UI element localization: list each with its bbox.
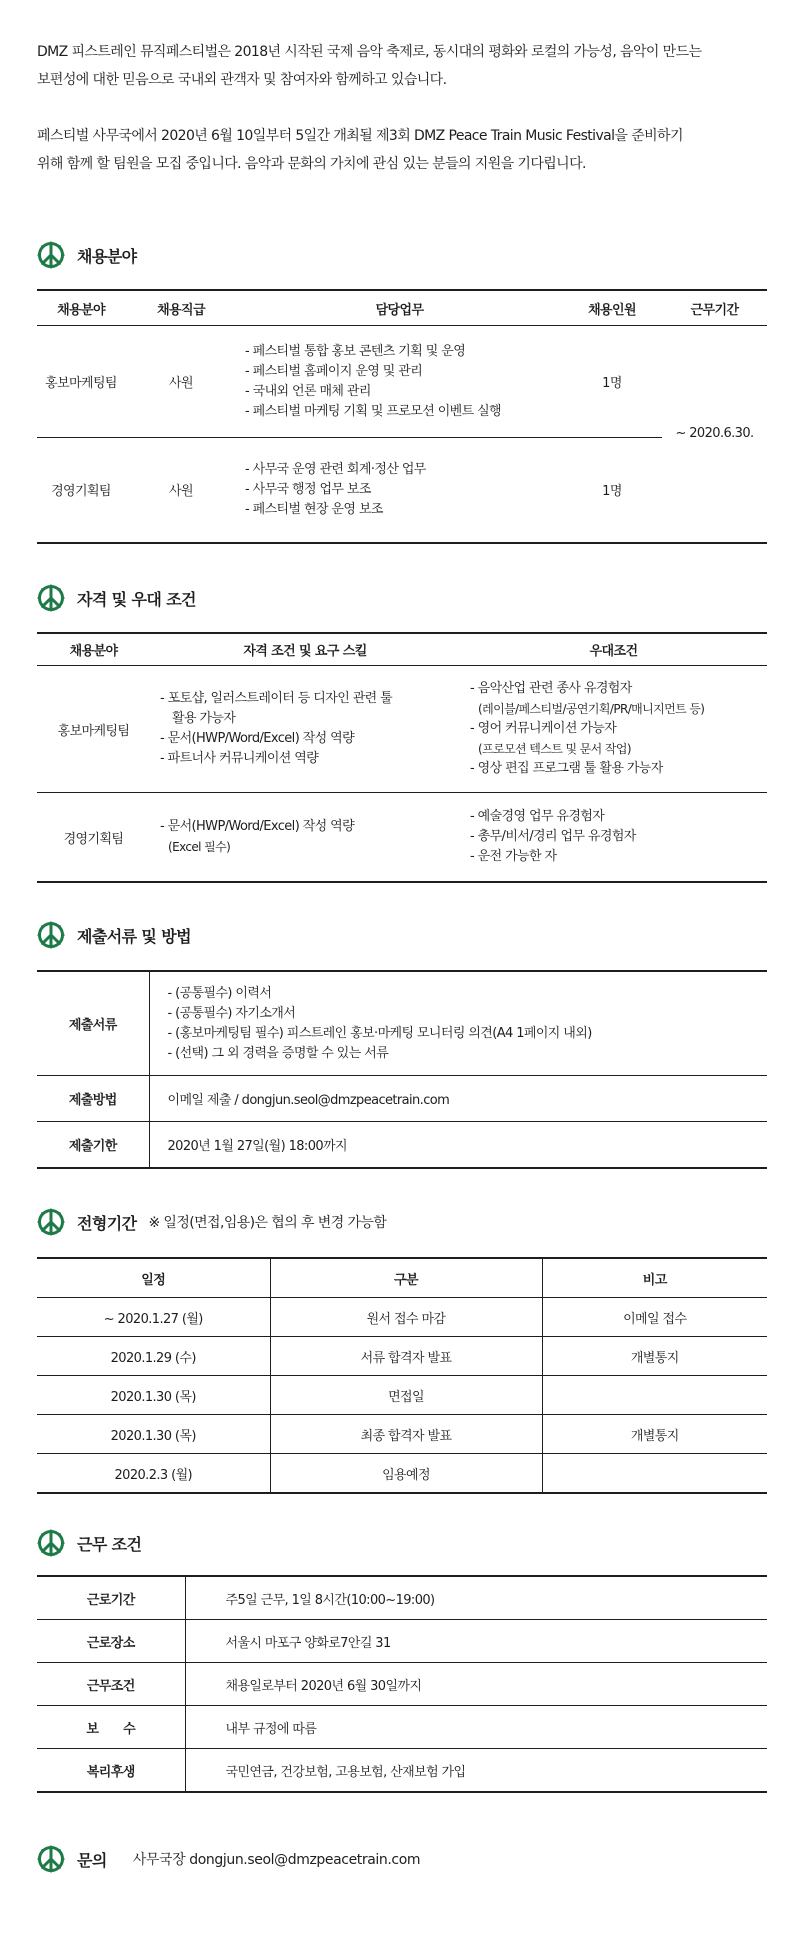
schedule-note-cell: 개별통지 — [542, 1415, 767, 1454]
qual-header-field: 채용분야 — [37, 633, 150, 666]
schedule-note: ※ 일정(면접,임용)은 협의 후 변경 가능함 — [148, 1215, 387, 1231]
work-value: 주5일 근무, 1일 8시간(10:00~19:00) — [185, 1576, 767, 1620]
table-row — [37, 1620, 767, 1663]
contact-section — [37, 1844, 420, 1874]
schedule-date: 2020.1.30 (목) — [37, 1415, 270, 1454]
table-row — [37, 1706, 767, 1749]
list-item: - 음악산업 관련 종사 유경험자 (레이블/페스티벌/공연기획/PR/매니지먼트 등) — [470, 681, 705, 716]
intro-p2-line1: 페스티벌 사무국에서 2020년 6월 10일부터 5일간 개최될 제3회 DMZ Peace Train Music Festival을 준비하기 — [37, 128, 683, 144]
qual-req — [150, 793, 460, 883]
schedule-header-date: 일정 — [37, 1258, 270, 1298]
schedule-table — [37, 1257, 767, 1494]
schedule-note-cell — [542, 1454, 767, 1494]
qual-field: 홍보마케팅팀 — [37, 666, 150, 793]
recruit-header-rank: 채용직급 — [125, 290, 237, 326]
schedule-date: 2020.1.30 (목) — [37, 1376, 270, 1415]
list-item: 활용 가능자 — [172, 711, 236, 726]
table-row — [37, 1576, 767, 1620]
schedule-date: ~ 2020.1.27 (월) — [37, 1298, 270, 1337]
intro-p2-line2: 위해 함께 할 팀원을 모집 중입니다. 음악과 문화의 가치에 관심 있는 분들의 지원을 기다립니다. — [37, 156, 586, 172]
work-value: 내부 규정에 따름 — [185, 1706, 767, 1749]
list-item: - 파트너사 커뮤니케이션 역량 — [160, 751, 319, 766]
schedule-type: 임용예정 — [270, 1454, 542, 1494]
table-row — [37, 1415, 767, 1454]
contact-email[interactable]: 사무국장 dongjun.seol@dmzpeacetrain.com — [132, 1852, 421, 1868]
recruit-period: ~ 2020.6.30. — [675, 426, 754, 442]
recruit-rank: 사원 — [169, 484, 193, 500]
docs-table — [37, 970, 767, 1169]
contact-title: 문의 — [77, 1850, 107, 1870]
work-table — [37, 1575, 767, 1793]
schedule-note-cell — [542, 1376, 767, 1415]
section-work-title: 근무 조건 — [77, 1534, 142, 1554]
work-label: 근로기간 — [37, 1576, 185, 1620]
section-qual-title: 자격 및 우대 조건 — [77, 589, 196, 609]
list-item: - 페스티벌 현장 운영 보조 — [245, 501, 383, 517]
peace-symbol-icon — [37, 584, 65, 612]
list-item: - 영어 커뮤니케이션 가능자 (프로모션 텍스트 및 문서 작업) — [470, 721, 631, 756]
work-value: 국민연금, 건강보험, 고용보험, 산재보험 가입 — [225, 1764, 466, 1780]
table-row — [37, 1663, 767, 1706]
work-label: 근무조건 — [37, 1663, 185, 1706]
list-item: - (공통필수) 자기소개서 — [167, 1005, 296, 1021]
list-item: - 문서(HWP/Word/Excel) 작성 역량 — [160, 731, 355, 746]
schedule-type: 원서 접수 마감 — [270, 1298, 542, 1337]
list-item: - 국내외 언론 매체 관리 — [245, 383, 371, 399]
schedule-type: 서류 합격자 발표 — [270, 1337, 542, 1376]
recruit-field: 경영기획팀 — [51, 484, 111, 500]
section-docs-header — [37, 920, 191, 950]
section-docs-title: 제출서류 및 방법 — [77, 926, 191, 946]
qual-table — [37, 632, 767, 883]
schedule-note-cell: 이메일 접수 — [542, 1298, 767, 1337]
qual-pref — [460, 793, 767, 883]
recruit-table — [37, 289, 767, 544]
list-item: - 운전 가능한 자 — [470, 849, 557, 864]
table-row — [37, 1749, 767, 1793]
section-recruit-title: 채용분야 — [77, 246, 137, 266]
list-item: - 예술경영 업무 유경험자 — [470, 809, 605, 824]
list-item: - 페스티벌 마케팅 기획 및 프로모션 이벤트 실행 — [245, 403, 502, 419]
intro-text — [37, 38, 767, 178]
list-item: - (홍보마케팅팀 필수) 피스트레인 홍보·마케팅 모니터링 의견(A4 1페이지 내외) — [167, 1025, 592, 1041]
deadline-value: 2020년 1월 27일(월) 18:00까지 — [167, 1139, 347, 1154]
docs-items — [149, 971, 767, 1076]
table-row — [37, 326, 767, 438]
schedule-type: 최종 합격자 발표 — [270, 1415, 542, 1454]
docs-label: 제출서류 — [37, 971, 149, 1076]
method-value: 이메일 제출 / dongjun.seol@dmzpeacetrain.com — [149, 1076, 767, 1122]
table-row — [37, 793, 767, 883]
recruit-duties — [237, 326, 562, 438]
peace-symbol-icon — [37, 1845, 65, 1873]
qual-req — [150, 666, 460, 793]
section-work-header — [37, 1528, 141, 1558]
recruit-duties — [237, 438, 562, 543]
peace-symbol-icon — [37, 1529, 65, 1557]
table-row — [37, 1122, 767, 1169]
list-item: - 포토샵, 일러스트레이터 등 디자인 관련 툴 — [160, 691, 393, 706]
table-row — [37, 1076, 767, 1122]
intro-p1-line1: DMZ 피스트레인 뮤직페스티벌은 2018년 시작된 국제 음악 축제로, 동시대의 평화와 로컬의 가능성, 음악이 만드는 — [37, 44, 702, 60]
section-recruit-header — [37, 240, 136, 270]
schedule-header-type: 구분 — [270, 1258, 542, 1298]
method-label: 제출방법 — [37, 1076, 149, 1122]
schedule-date: 2020.1.29 (수) — [37, 1337, 270, 1376]
work-label: 복리후생 — [37, 1749, 185, 1793]
table-row — [37, 438, 767, 543]
table-row — [37, 666, 767, 793]
recruit-header-period: 근무기간 — [662, 290, 767, 326]
qual-header-req: 자격 조건 및 요구 스킬 — [150, 633, 460, 666]
table-row — [37, 1454, 767, 1494]
work-value: 채용일로부터 2020년 6월 30일까지 — [185, 1663, 767, 1706]
section-schedule-title: 전형기간 — [77, 1213, 137, 1233]
section-schedule-header — [37, 1207, 386, 1237]
list-item: - 사무국 운영 관련 회계·정산 업무 — [245, 461, 426, 477]
list-item: - 페스티벌 홈페이지 운영 및 관리 — [245, 363, 423, 379]
peace-symbol-icon — [37, 921, 65, 949]
deadline-label: 제출기한 — [37, 1122, 149, 1169]
recruit-count: 1명 — [562, 326, 662, 438]
list-item: - 문서(HWP/Word/Excel) 작성 역량 (Excel 필수) — [160, 819, 355, 854]
qual-header-pref: 우대조건 — [460, 633, 767, 666]
intro-p1-line2: 보편성에 대한 믿음으로 국내외 관객자 및 참여자와 함께하고 있습니다. — [37, 72, 447, 88]
schedule-date: 2020.2.3 (월) — [114, 1467, 193, 1483]
list-item: - (공통필수) 이력서 — [167, 985, 272, 1001]
list-item: - 영상 편집 프로그램 툴 활용 가능자 — [470, 761, 663, 776]
recruit-header-field: 채용분야 — [37, 290, 125, 326]
list-item: - 페스티벌 통합 홍보 콘텐츠 기획 및 운영 — [245, 343, 466, 359]
recruit-header-count: 채용인원 — [562, 290, 662, 326]
list-item: - (선택) 그 외 경력을 증명할 수 있는 서류 — [167, 1045, 389, 1061]
table-row — [37, 971, 767, 1076]
schedule-header-note: 비고 — [542, 1258, 767, 1298]
schedule-type: 면접일 — [270, 1376, 542, 1415]
recruit-field: 홍보마케팅팀 — [37, 326, 125, 438]
peace-symbol-icon — [37, 241, 65, 269]
work-value: 서울시 마포구 양화로7안길 31 — [185, 1620, 767, 1663]
table-row — [37, 1376, 767, 1415]
list-item: - 총무/비서/경리 업무 유경험자 — [470, 829, 636, 844]
table-row — [37, 1298, 767, 1337]
work-label: 근로장소 — [37, 1620, 185, 1663]
peace-symbol-icon — [37, 1208, 65, 1236]
recruit-rank: 사원 — [125, 326, 237, 438]
list-item: - 사무국 행정 업무 보조 — [245, 481, 371, 497]
work-label: 보 수 — [37, 1706, 185, 1749]
section-qual-header — [37, 583, 196, 613]
recruit-header-duties: 담당업무 — [237, 290, 562, 326]
qual-field: 경영기획팀 — [63, 831, 124, 847]
schedule-note-cell: 개별통지 — [542, 1337, 767, 1376]
recruit-count: 1명 — [602, 484, 622, 500]
qual-pref — [460, 666, 767, 793]
table-row — [37, 1337, 767, 1376]
